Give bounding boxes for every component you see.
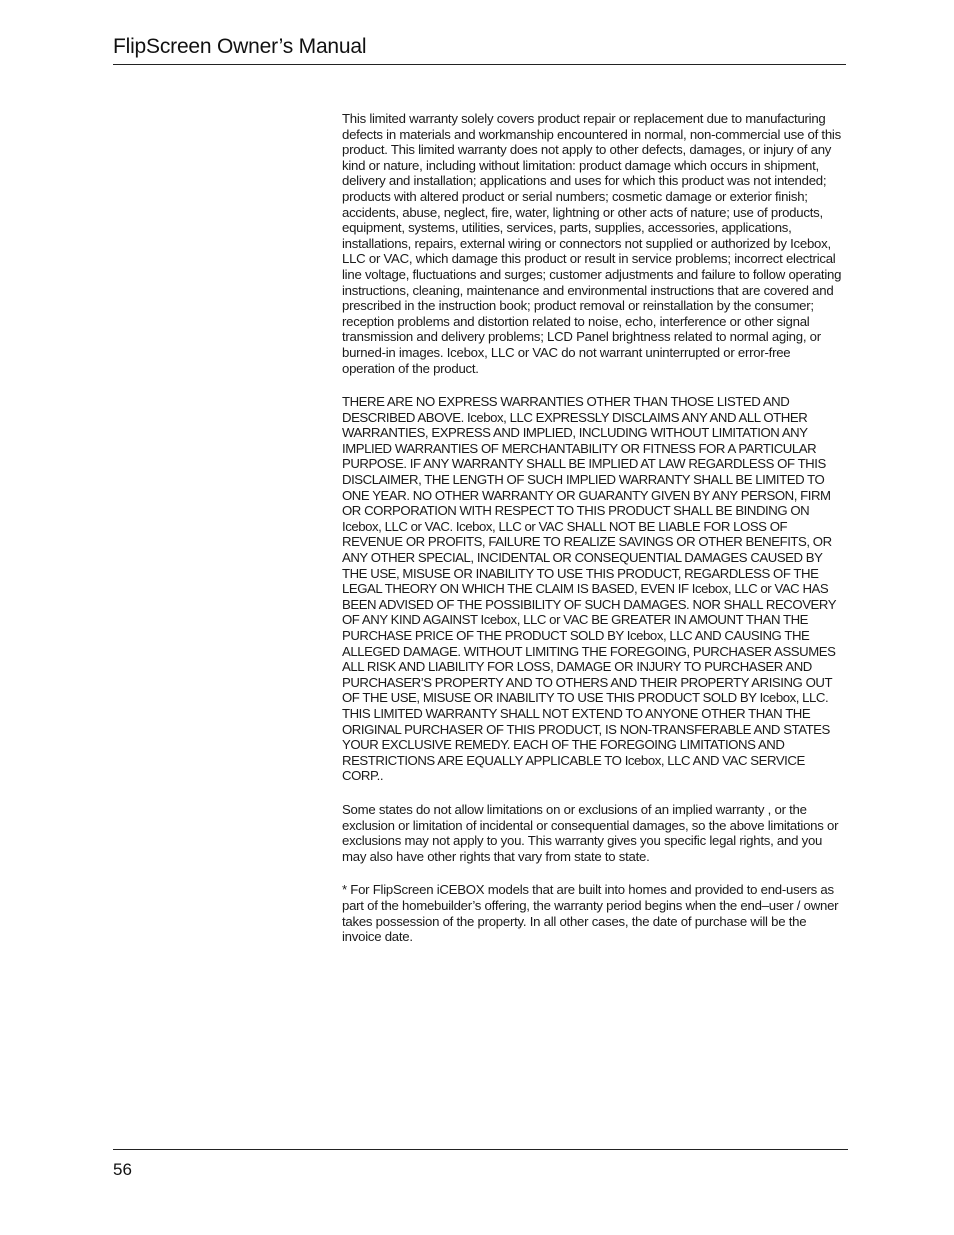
warranty-coverage-paragraph: This limited warranty solely covers product repair or replacement due to manufacturing defects in materials and workmanship encountered in normal, non-commercial use of this product. This limited warranty does not apply to other defects, damages, or injury of any kind or nature, including without limitation: product damage which occurs in shipment, delivery and installation; applications and uses for which this product was not intended; products with altered product or serial numbers; cosmetic damage or exterior finish; accidents, abuse, neglect, fire, water, lightning or other acts of nature; use of products, equipment, systems, utilities, services, parts, supplies, accessories, applications, installations, repairs, external wiring or connectors not supplied or authorized by Icebox, LLC or VAC, which damage this product or result in service problems; incorrect electrical line voltage, fluctuations and surges; customer adjustments and failure to follow operating instructions, cleaning, maintenance and environmental instructions that are covered and prescribed in the instruction book; product removal or reinstallation by the consumer; reception problems and distortion related to noise, echo, interference or other signal transmission and delivery problems; LCD Panel brightness related to normal aging, or burned-in images. Icebox, LLC or VAC do not warrant uninterrupted or error-free operation of the product. <box>342 111 842 376</box>
page-header <box>113 33 846 65</box>
page-number: 56 <box>113 1160 132 1179</box>
state-rights-paragraph: Some states do not allow limitations on or exclusions of an implied warranty , or the exclusion or limitation of incidental or consequential damages, so the above limitations or exclusions may not apply to you. This warranty gives you specific legal rights, and you may also have other rights that vary from state to state. <box>342 801 839 864</box>
warranty-disclaimer-paragraph: THERE ARE NO EXPRESS WARRANTIES OTHER THAN THOSE LISTED AND DESCRIBED ABOVE. Icebox, LLC EXPRESSLY DISCLAIMS ANY AND ALL OTHER WARRANTIES, EXPRESS AND IMPLIED, INCLUDING WITHOUT LIMITATION ANY IMPLIED WARRANTIES OF MERCHANTABILITY OR FITNESS FOR A PARTICULAR PURPOSE. IF ANY WARRANTY SHALL BE IMPLIED AT LAW REGARDLESS OF THIS DISCLAIMER, THE LENGTH OF SUCH IMPLIED WARRANTY SHALL BE LIMITED TO ONE YEAR. NO OTHER WARRANTY OR GUARANTY GIVEN BY ANY PERSON, FIRM OR CORPORATION WITH RESPECT TO THIS PRODUCT SHALL BE BINDING ON Icebox, LLC or VAC. Icebox, LLC or VAC SHALL NOT BE LIABLE FOR LOSS OF REVENUE OR PROFITS, FAILURE TO REALIZE SAVINGS OR OTHER BENEFITS, OR ANY OTHER SPECIAL, INCIDENTAL OR CONSEQUENTIAL DAMAGES CAUSED BY THE USE, MISUSE OR INABILITY TO USE THIS PRODUCT, REGARDLESS OF THE LEGAL THEORY ON WHICH THE CLAIM IS BASED, EVEN IF Icebox, LLC or VAC HAS BEEN ADVISED OF THE POSSIBILITY OF SUCH DAMAGES. NOR SHALL RECOVERY OF ANY KIND AGAINST Icebox, LLC or VAC BE GREATER IN AMOUNT THAN THE PURCHASE PRICE OF THE PRODUCT SOLD BY Icebox, LLC AND CAUSING THE ALLEGED DAMAGE. WITHOUT LIMITING THE FOREGOING, PURCHASER ASSUMES ALL RISK AND LIABILITY FOR LOSS, DAMAGE OR INJURY TO PURCHASER AND PURCHASER’S PROPERTY AND TO OTHERS AND THEIR PROPERTY ARISING OUT OF THE USE, MISUSE OR INABILITY TO USE THIS PRODUCT SOLD BY Icebox, LLC. THIS LIMITED WARRANTY SHALL NOT EXTEND TO ANYONE OTHER THAN THE ORIGINAL PURCHASER OF THIS PRODUCT, IS NON-TRANSFERABLE AND STATES YOUR EXCLUSIVE REMEDY. EACH OF THE FOREGOING LIMITATIONS AND RESTRICTIONS ARE EQUALLY APPLICABLE TO Icebox, LLC AND VAC SERVICE CORP.. <box>342 394 836 784</box>
page-footer <box>113 1149 848 1179</box>
warranty-body <box>342 111 842 963</box>
footnote-paragraph: * For FlipScreen iCEBOX models that are built into homes and provided to end-users as part of the homebuilder’s offering, the warranty period begins when the end–user / owner takes possession of the property. In all other cases, the date of purchase will be the invoice date. <box>342 882 839 945</box>
manual-title: FlipScreen Owner’s Manual <box>113 35 367 58</box>
